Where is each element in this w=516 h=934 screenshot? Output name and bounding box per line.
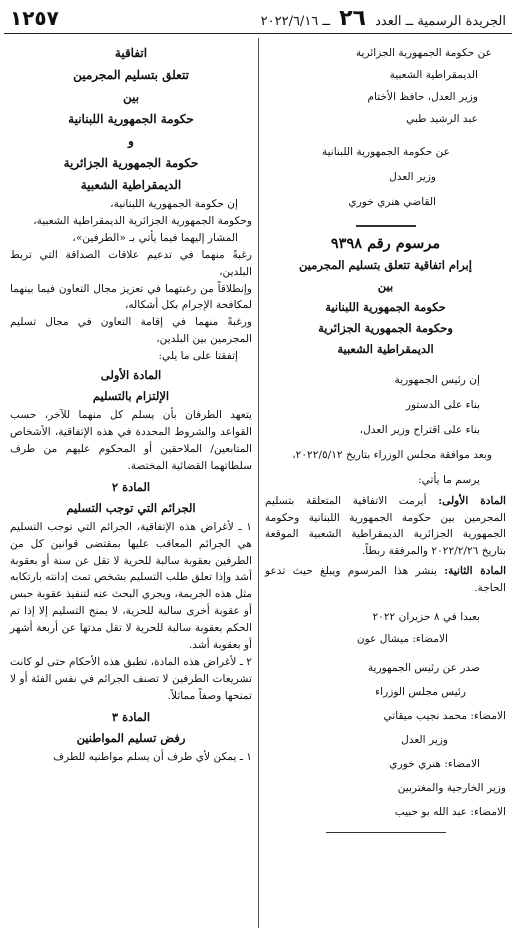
decree-title-4: وحكومة الجمهورية الجزائرية — [318, 321, 453, 335]
agreement-title-2: تتعلق بتسليم المجرمين — [73, 68, 189, 82]
alg-line-4: عبد الرشيد طبي — [406, 113, 478, 125]
agreement-title-3: بين — [122, 90, 140, 104]
gazette-name: الجريدة الرسمية ــ العدد — [375, 14, 506, 29]
article-2-title: الجرائم التي توجب التسليم — [66, 500, 196, 515]
agreement-title-7: الديمقراطية الشعبية — [80, 178, 182, 192]
pm-title: رئيس مجلس الوزراء — [375, 686, 466, 698]
agreement-title-1: اتفاقية — [114, 46, 148, 60]
decree-art1-text: أبرمت الاتفاقية المتعلقة بتسليم المجرمين بين حكومة الجمهورية اللبنانية وحكومة الجمهورية الجزائرية الديمقراطية الشعبية الموقعة بتاريخ ٢٠٢٢/٢/٢٦ والمرفقة ربطاً. — [265, 495, 506, 557]
alg-line-1: عن حكومة الجمهورية الجزائرية — [355, 47, 492, 59]
decree-title-3: حكومة الجمهورية اللبنانية — [325, 300, 446, 314]
preamble-para-7: إتفقتا على ما يلي: — [158, 350, 238, 363]
preamble-para-5: وإنطلاقاً من رغبتهما في تعزيز مجال التعاون فيما بينهما لمكافحة الإجرام بكل أشكاله، — [10, 282, 252, 312]
decree-art2-label: المادة الثانية: — [444, 565, 507, 577]
end-divider — [326, 832, 446, 833]
fm-title: وزير الخارجية والمغتربين — [397, 782, 506, 794]
agreement-title-6: حكومة الجمهورية الجزائرية — [63, 156, 199, 170]
decree-art2-text: ينشر هذا المرسوم ويبلغ حيث تدعو الحاجة. — [265, 565, 506, 594]
decrees-line: يرسم ما يأتي: — [418, 474, 480, 486]
section-divider — [356, 225, 416, 227]
right-column — [258, 38, 512, 928]
two-columns — [4, 38, 512, 928]
article-2-para-2: ٢ ـ لأغراض هذه المادة، تطبق هذه الأحكام حتى لو كانت تشريعات الطرفين لا تصنف الجرائم في نفس الفئة أو لا تمنحها وصفاً مماثلاً. — [9, 655, 252, 702]
article-3-para-1: ١ ـ يمكن لأي طرف أن يسلم مواطنيه للطرف — [53, 750, 252, 763]
article-1-number: المادة الأولى — [100, 368, 162, 383]
agreement-title-4: حكومة الجمهورية اللبنانية — [68, 112, 194, 126]
issue-date: ــ ٢٠٢٢/٦/١٦ — [260, 14, 331, 29]
article-1-title: الإلتزام بالتسليم — [92, 389, 170, 404]
fm-signature: الامضاء: عبد الله بو حبيب — [394, 806, 506, 818]
lebanese-signatory-block — [265, 140, 506, 215]
preamble-4: وبعد موافقة مجلس الوزراء بتاريخ ٢٠٢٢/٥/١٢، — [292, 449, 492, 461]
agreement-title-5: و — [128, 134, 134, 148]
article-3-title: رفض تسليم المواطنين — [76, 730, 186, 745]
leb-line-1: عن حكومة الجمهورية اللبنانية — [321, 146, 450, 158]
left-column — [4, 38, 258, 928]
issue-number: ٢٦ — [339, 6, 366, 31]
article-2-para-1: ١ ـ لأغراض هذه الإتفاقية، الجرائم التي توجب التسليم هي الجرائم المعاقب عليها بمقتضى قوانين كل من الطرفين بعقوبة سالبة للحرية لا تقل عن سنة أو بعقوبة أشد وإذا تعلق طلب التسليم بشخص تمت إدانته بارتكابه مثل هذه الجريمة، ويجري البحث عنه لتنفيذ عقوبة حبس أو عقوبة أخرى سالبة للحرية، لا يمنح التسليم إلا إذا تم الحكم بعقوبة سالبة للحرية لا تقل مدتها عن أربعة أشهر أو بعقوبة أشد. — [10, 520, 252, 652]
justice-signature: الامضاء: هنري خوري — [389, 758, 480, 770]
preamble-1: إن رئيس الجمهورية — [394, 374, 480, 386]
preamble-2: بناء على الدستور — [405, 399, 480, 411]
article-1-text: يتعهد الطرفان بأن يسلم كل منهما للآخر، حسب القواعد والشروط المحددة في هذه الإتفاقية، الأشخاص المتابعين/ الملاحقين أو المحكوم عليهم من طرف سلطاتهما القضائية المختصة. — [10, 409, 252, 472]
decree-number: مرسوم رقم ٩٣٩٨ — [330, 235, 441, 252]
decree-title-5: الديمقراطية الشعبية — [337, 342, 434, 356]
algerian-signatory-block — [265, 42, 506, 130]
pm-signature: الامضاء: محمد نجيب ميقاتي — [383, 710, 506, 722]
decree-art1-label: المادة الأولى: — [438, 495, 506, 507]
article-3-number: المادة ٣ — [111, 709, 151, 724]
preamble-para-1: إن حكومة الجمهورية اللبنانية، — [110, 198, 238, 210]
preamble-para-6: ورغبةً منهما في إقامة التعاون في مجال تسليم المجرمين بين البلدين، — [10, 316, 252, 346]
issued-by: صدر عن رئيس الجمهورية — [367, 662, 480, 674]
decree-article-2 — [265, 563, 506, 596]
alg-line-2: الديمقراطية الشعبية — [389, 69, 478, 81]
preamble-para-2: وحكومة الجمهورية الجزائرية الديمقراطية الشعبية، — [33, 214, 252, 227]
leb-line-2: وزير العدل — [389, 171, 436, 183]
preamble-3: بناء على اقتراح وزير العدل، — [359, 424, 480, 436]
article-2-number: المادة ٢ — [111, 479, 151, 494]
preamble-para-4: رغبةً منهما في تدعيم علاقات الصداقة التي تربط البلدين، — [10, 248, 252, 278]
alg-line-3: وزير العدل، حافظ الأختام — [367, 91, 478, 103]
justice-title: وزير العدل — [401, 734, 448, 746]
decree-title-1: إبرام اتفاقية تتعلق بتسليم المجرمين — [299, 258, 472, 272]
header-title — [261, 6, 506, 31]
decree-date: بعبدا في ٨ حزيران ٢٠٢٢ — [372, 611, 480, 623]
decree-article-1 — [265, 493, 506, 559]
preamble-para-3: المشار إليهما فيما يأتي بـ «الطرفين»، — [72, 231, 238, 244]
decree-title-2: بين — [377, 279, 394, 293]
page-number: ١٢٥٧ — [10, 6, 59, 30]
page-header — [4, 6, 512, 34]
leb-line-3: القاضي هنري خوري — [348, 196, 436, 208]
president-signature: الامضاء: ميشال عون — [356, 633, 448, 645]
